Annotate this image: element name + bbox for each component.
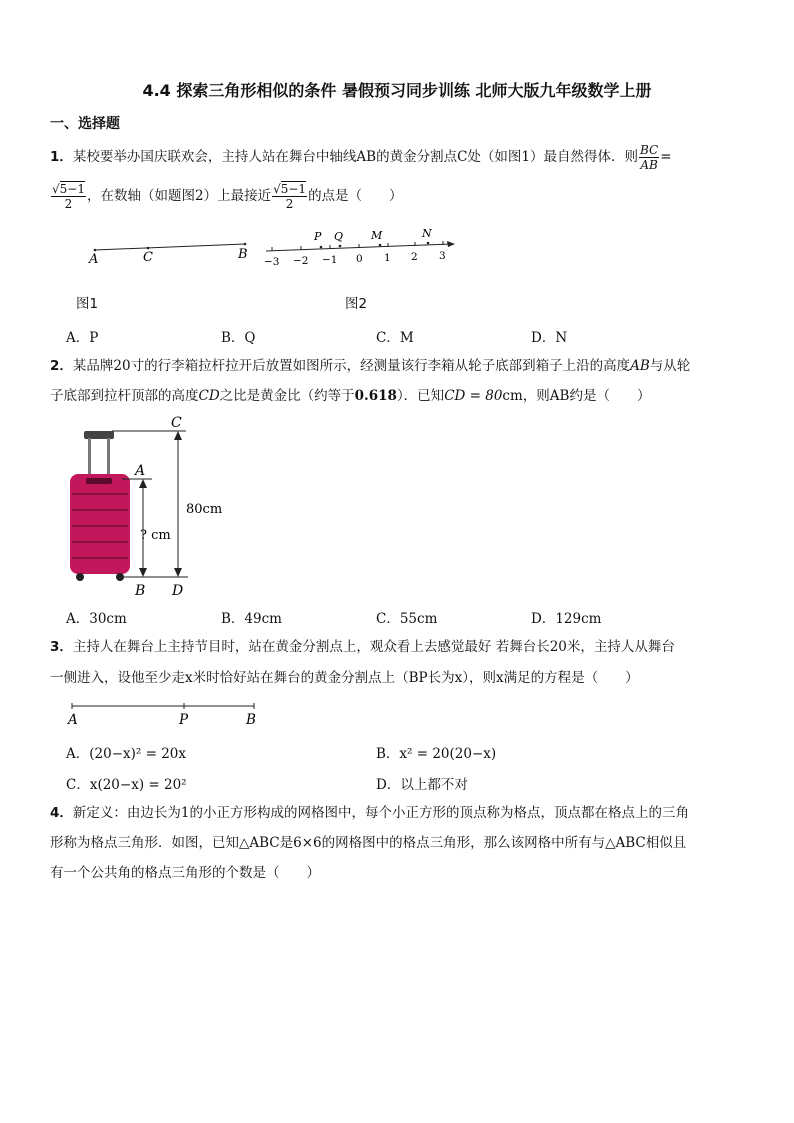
- q3-option-b: B．x² = 20(20−x): [376, 746, 497, 762]
- q2-line2: 子底部到拉杆顶部的高度CD之比是黄金比（约等于0.618）．已知CD = 80cm，则AB约是（ ）: [50, 388, 651, 404]
- q1-line2: [50, 182, 403, 211]
- q2-label-d: D: [172, 583, 184, 599]
- q1-fig1-label-b: B: [238, 247, 248, 262]
- q4-line3: 有一个公共角的格点三角形的个数是（ ）: [50, 865, 320, 881]
- q1-tick-neg3: −3: [264, 256, 280, 268]
- q1-tick-1: 1: [384, 252, 391, 264]
- q1-fig1-label-c: C: [143, 250, 153, 265]
- q1-point-p: P: [314, 230, 322, 243]
- q3-label-p: P: [179, 712, 189, 728]
- q1-text-c: 的点是（ ）: [308, 188, 403, 204]
- q1-option-a: A．P: [66, 330, 99, 346]
- q2-option-a: A．30cm: [66, 611, 127, 627]
- q1-line1: [50, 143, 672, 172]
- q1-figure2-number-line: [258, 226, 463, 276]
- q3-line2: 一侧进入，设他至少走x米时恰好站在舞台的黄金分割点上（BP长为x），则x满足的方程是（ ）: [50, 670, 639, 686]
- q1-option-d: D．N: [531, 330, 568, 346]
- q1-fig1-label-a: A: [89, 252, 99, 267]
- q3-line1: 3．主持人在舞台上主持节目时，站在黄金分割点上，观众看上去感觉最好 若舞台长20米，主持人从舞台: [50, 639, 675, 655]
- q2-suitcase-figure: [62, 412, 242, 602]
- q1-tick-2: 2: [411, 251, 418, 263]
- q1-tick-0: 0: [356, 253, 363, 265]
- q1-figure2-caption: 图2: [345, 296, 368, 312]
- q1-equals: =: [660, 149, 672, 165]
- q1-number: 1．: [50, 149, 73, 165]
- q1-figure1-caption: 图1: [76, 296, 99, 312]
- q1-figure1-segment: [80, 232, 260, 268]
- q2-line1: 2．某品牌20寸的行李箱拉杆拉开后放置如图所示，经测量该行李箱从轮子底部到箱子上沿的高度AB与从轮: [50, 358, 691, 374]
- q1-ratio: $\frac{BC}{AB}$: [640, 143, 659, 172]
- q2-label-b: B: [135, 583, 146, 599]
- q1-point-q: Q: [334, 230, 344, 243]
- q1-text-a: 某校要举办国庆联欢会，主持人站在舞台中轴线AB的黄金分割点C处（如图1）最自然得体．则: [72, 149, 638, 165]
- q1-tick-neg1: −1: [322, 254, 338, 266]
- q3-label-a: A: [68, 712, 78, 728]
- q2-label-a: A: [135, 463, 146, 479]
- q2-option-d: D．129cm: [531, 611, 602, 627]
- q4-line2: 形称为格点三角形．如图，已知△ABC是6×6的网格图中的格点三角形，那么该网格中所有与△ABC相似且: [50, 835, 687, 851]
- suitcase-handle-icon: [84, 431, 114, 439]
- q1-point-m: M: [371, 229, 383, 242]
- page-title: 4.4 探索三角形相似的条件 暑假预习同步训练 北师大版九年级数学上册: [142, 81, 652, 100]
- q3-number: 3．: [50, 639, 73, 655]
- q1-tick-neg2: −2: [293, 255, 309, 267]
- q2-number: 2．: [50, 358, 73, 374]
- section-heading: 一、选择题: [50, 116, 120, 132]
- q1-golden-fraction-2: $\frac{√5-1}{2}$: [273, 182, 307, 211]
- q1-text-b: ，在数轴（如题图2）上最接近: [86, 188, 272, 204]
- q3-option-d: D．以上都不对: [376, 777, 468, 793]
- q1-tick-3: 3: [439, 250, 446, 262]
- q1-option-c: C．M: [376, 330, 414, 346]
- q3-option-a: A．(20−x)² = 20x: [66, 746, 186, 762]
- q1-point-n: N: [422, 227, 432, 240]
- q1-option-b: B．Q: [221, 330, 256, 346]
- q3-option-c: C．x(20−x) = 20²: [66, 777, 187, 793]
- q2-length-80cm: 80cm: [186, 502, 223, 517]
- q2-option-b: B．49cm: [221, 611, 282, 627]
- q3-label-b: B: [246, 712, 256, 728]
- q2-label-c: C: [171, 415, 182, 431]
- q4-number: 4．: [50, 805, 73, 821]
- q4-line1: 4．新定义：由边长为1的小正方形构成的网格图中，每个小正方形的顶点称为格点，顶点都在格点上的三角: [50, 805, 689, 821]
- q1-golden-fraction-1: $\frac{√5-1}{2}$: [52, 182, 85, 211]
- q2-option-c: C．55cm: [376, 611, 438, 627]
- q3-segment-figure: [62, 698, 267, 730]
- q2-length-unknown: ? cm: [140, 528, 171, 543]
